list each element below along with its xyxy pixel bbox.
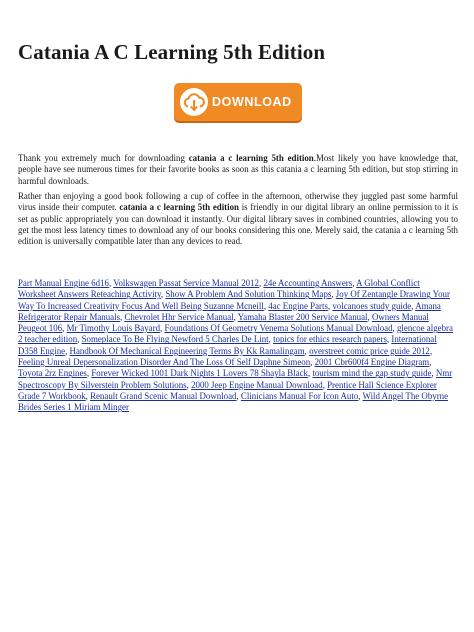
related-link[interactable]: A Global Conflict Worksheet Answers Reteaching Activity: [18, 278, 420, 300]
related-link[interactable]: 2000 Jeep Engine Manual Download: [191, 379, 323, 390]
download-button-label: DOWNLOAD: [212, 95, 292, 109]
intro-text-end: .Most likely you have knowledge that, people have see numerous times for their favorite books as soon as this catania a c learning 5th edition, but stop stirring in harmful downloads.: [18, 153, 458, 186]
body-book-title: catania a c learning 5th edition: [119, 202, 239, 213]
page-title: Catania A C Learning 5th Edition: [18, 40, 326, 64]
related-link[interactable]: 2001 Cbr600f4 Engine Diagram: [314, 357, 430, 368]
related-links: Part Manual Engine 6d16, Volkswagen Passat Service Manual 2012, 24e Accounting Answers, A Global Conflict Worksheet Answers Reteaching Activity, Show A Problem And Solution Thinking Maps, Joy Of Zentangle Drawing Your Way To Increased Creativity Focus And Well Being Suzanne Mcneill, 4ac Engine Parts, volcanoes study guide, Amana Refrigerator Repair Manuals, Chevrolet Hhr Service Manual, Yamaha Blaster 200 Service Manual, Owners Manual Peugeot 106, Mr Timothy Louis Bayard, Foundations Of Geometry Venema Solutions Manual Download, glencoe algebra 2 teacher edition, Someplace To Be Flying Newford 5 Charles De Lint, topics for ethics research papers, International D358 Engine, Handbook Of Mechanical Engineering Terms By Kk Ramalingam, overstreet comic price guide 2012, Feeling Unreal Depersonalization Disorder And The Loss Of Self Daphne Simeon, 2001 Cbr600f4 Engine Diagram, Toyota 2rz Engines, Forever Wicked 1001 Dark Nights 1 Lovers 78 Shayla Black, tourism mind the gap study guide, Nmr Spectroscopy By Silverstein Problem Solutions, 2000 Jeep Engine Manual Download, Prentice Hall Science Explorer Grade 7 Workbook, Renault Grand Scenic Manual Download, Clinicians Manual For Icon Auto, Wild Angel The Obyrne Brides Series 1 Miriam Minger: [18, 278, 453, 413]
related-link[interactable]: Feeling Unreal Depersonalization Disorder And The Loss Of Self Daphne Simeon: [18, 357, 311, 368]
related-link[interactable]: Joy Of Zentangle Drawing Your Way To Increased Creativity Focus And Well Being Suzanne Mcneill: [18, 289, 450, 311]
related-link[interactable]: Wild Angel The Obyrne Brides Series 1 Miriam Minger: [18, 390, 449, 413]
related-link[interactable]: glencoe algebra 2 teacher edition: [18, 323, 453, 345]
intro-book-title: catania a c learning 5th edition: [188, 153, 314, 163]
related-link[interactable]: Nmr Spectroscopy By Silverstein Problem Solutions: [18, 368, 453, 390]
related-link[interactable]: Amana Refrigerator Repair Manuals: [18, 300, 441, 322]
related-link[interactable]: International D358 Engine: [18, 334, 437, 356]
related-link[interactable]: Show A Problem And Solution Thinking Maps: [165, 289, 332, 300]
related-link[interactable]: Forever Wicked 1001 Dark Nights 1 Lovers 78 Shayla Black: [91, 368, 308, 379]
related-link[interactable]: 4ac Engine Parts: [268, 300, 328, 311]
related-link[interactable]: Renault Grand Scenic Manual Download: [90, 390, 237, 401]
related-link[interactable]: volcanoes study guide: [332, 300, 412, 311]
related-link[interactable]: overstreet comic price guide 2012: [309, 345, 430, 356]
related-link[interactable]: Foundations Of Geometry Venema Solutions Manual Download: [164, 323, 393, 334]
related-link[interactable]: Owners Manual Peugeot 106: [18, 311, 429, 334]
related-link[interactable]: Handbook Of Mechanical Engineering Terms By Kk Ramalingam: [69, 345, 305, 356]
related-link[interactable]: Someplace To Be Flying Newford 5 Charles De Lint: [81, 334, 269, 345]
related-link[interactable]: Clinicians Manual For Icon Auto: [240, 390, 359, 401]
body-text-start: Rather than enjoying a good book following a cup of coffee in the afternoon, otherwise they juggled past some harmful virus inside their computer.: [18, 191, 458, 213]
body-paragraph: [18, 191, 458, 247]
intro-text-start: Thank you extremely much for downloading: [18, 153, 189, 163]
related-link[interactable]: tourism mind the gap study guide: [312, 368, 432, 379]
related-link[interactable]: Mr Timothy Louis Bayard: [66, 323, 161, 334]
related-link[interactable]: Volkswagen Passat Service Manual 2012: [113, 278, 259, 288]
cloud-download-icon: [179, 87, 209, 117]
body-text-end: is friendly in our digital library an online permission to it is set as public appropriately you can download it instantly. Our digital library saves in combined countries, allowing you to get the most less latency times to download any of our books considering this one. Merely said, the catania a c learning 5th edition is universally compatible later than any devices to read.: [18, 202, 458, 247]
related-link[interactable]: Toyota 2rz Engines: [18, 368, 87, 379]
related-link[interactable]: Prentice Hall Science Explorer Grade 7 Workbook: [18, 379, 437, 401]
intro-paragraph: [18, 153, 458, 187]
download-button[interactable]: [174, 83, 302, 121]
related-link[interactable]: Part Manual Engine 6d16: [18, 278, 109, 288]
related-link[interactable]: topics for ethics research papers: [273, 334, 387, 345]
related-link[interactable]: Yamaha Blaster 200 Service Manual: [237, 311, 368, 322]
related-link[interactable]: 24e Accounting Answers: [263, 278, 353, 288]
related-link[interactable]: Chevrolet Hhr Service Manual: [124, 311, 234, 322]
